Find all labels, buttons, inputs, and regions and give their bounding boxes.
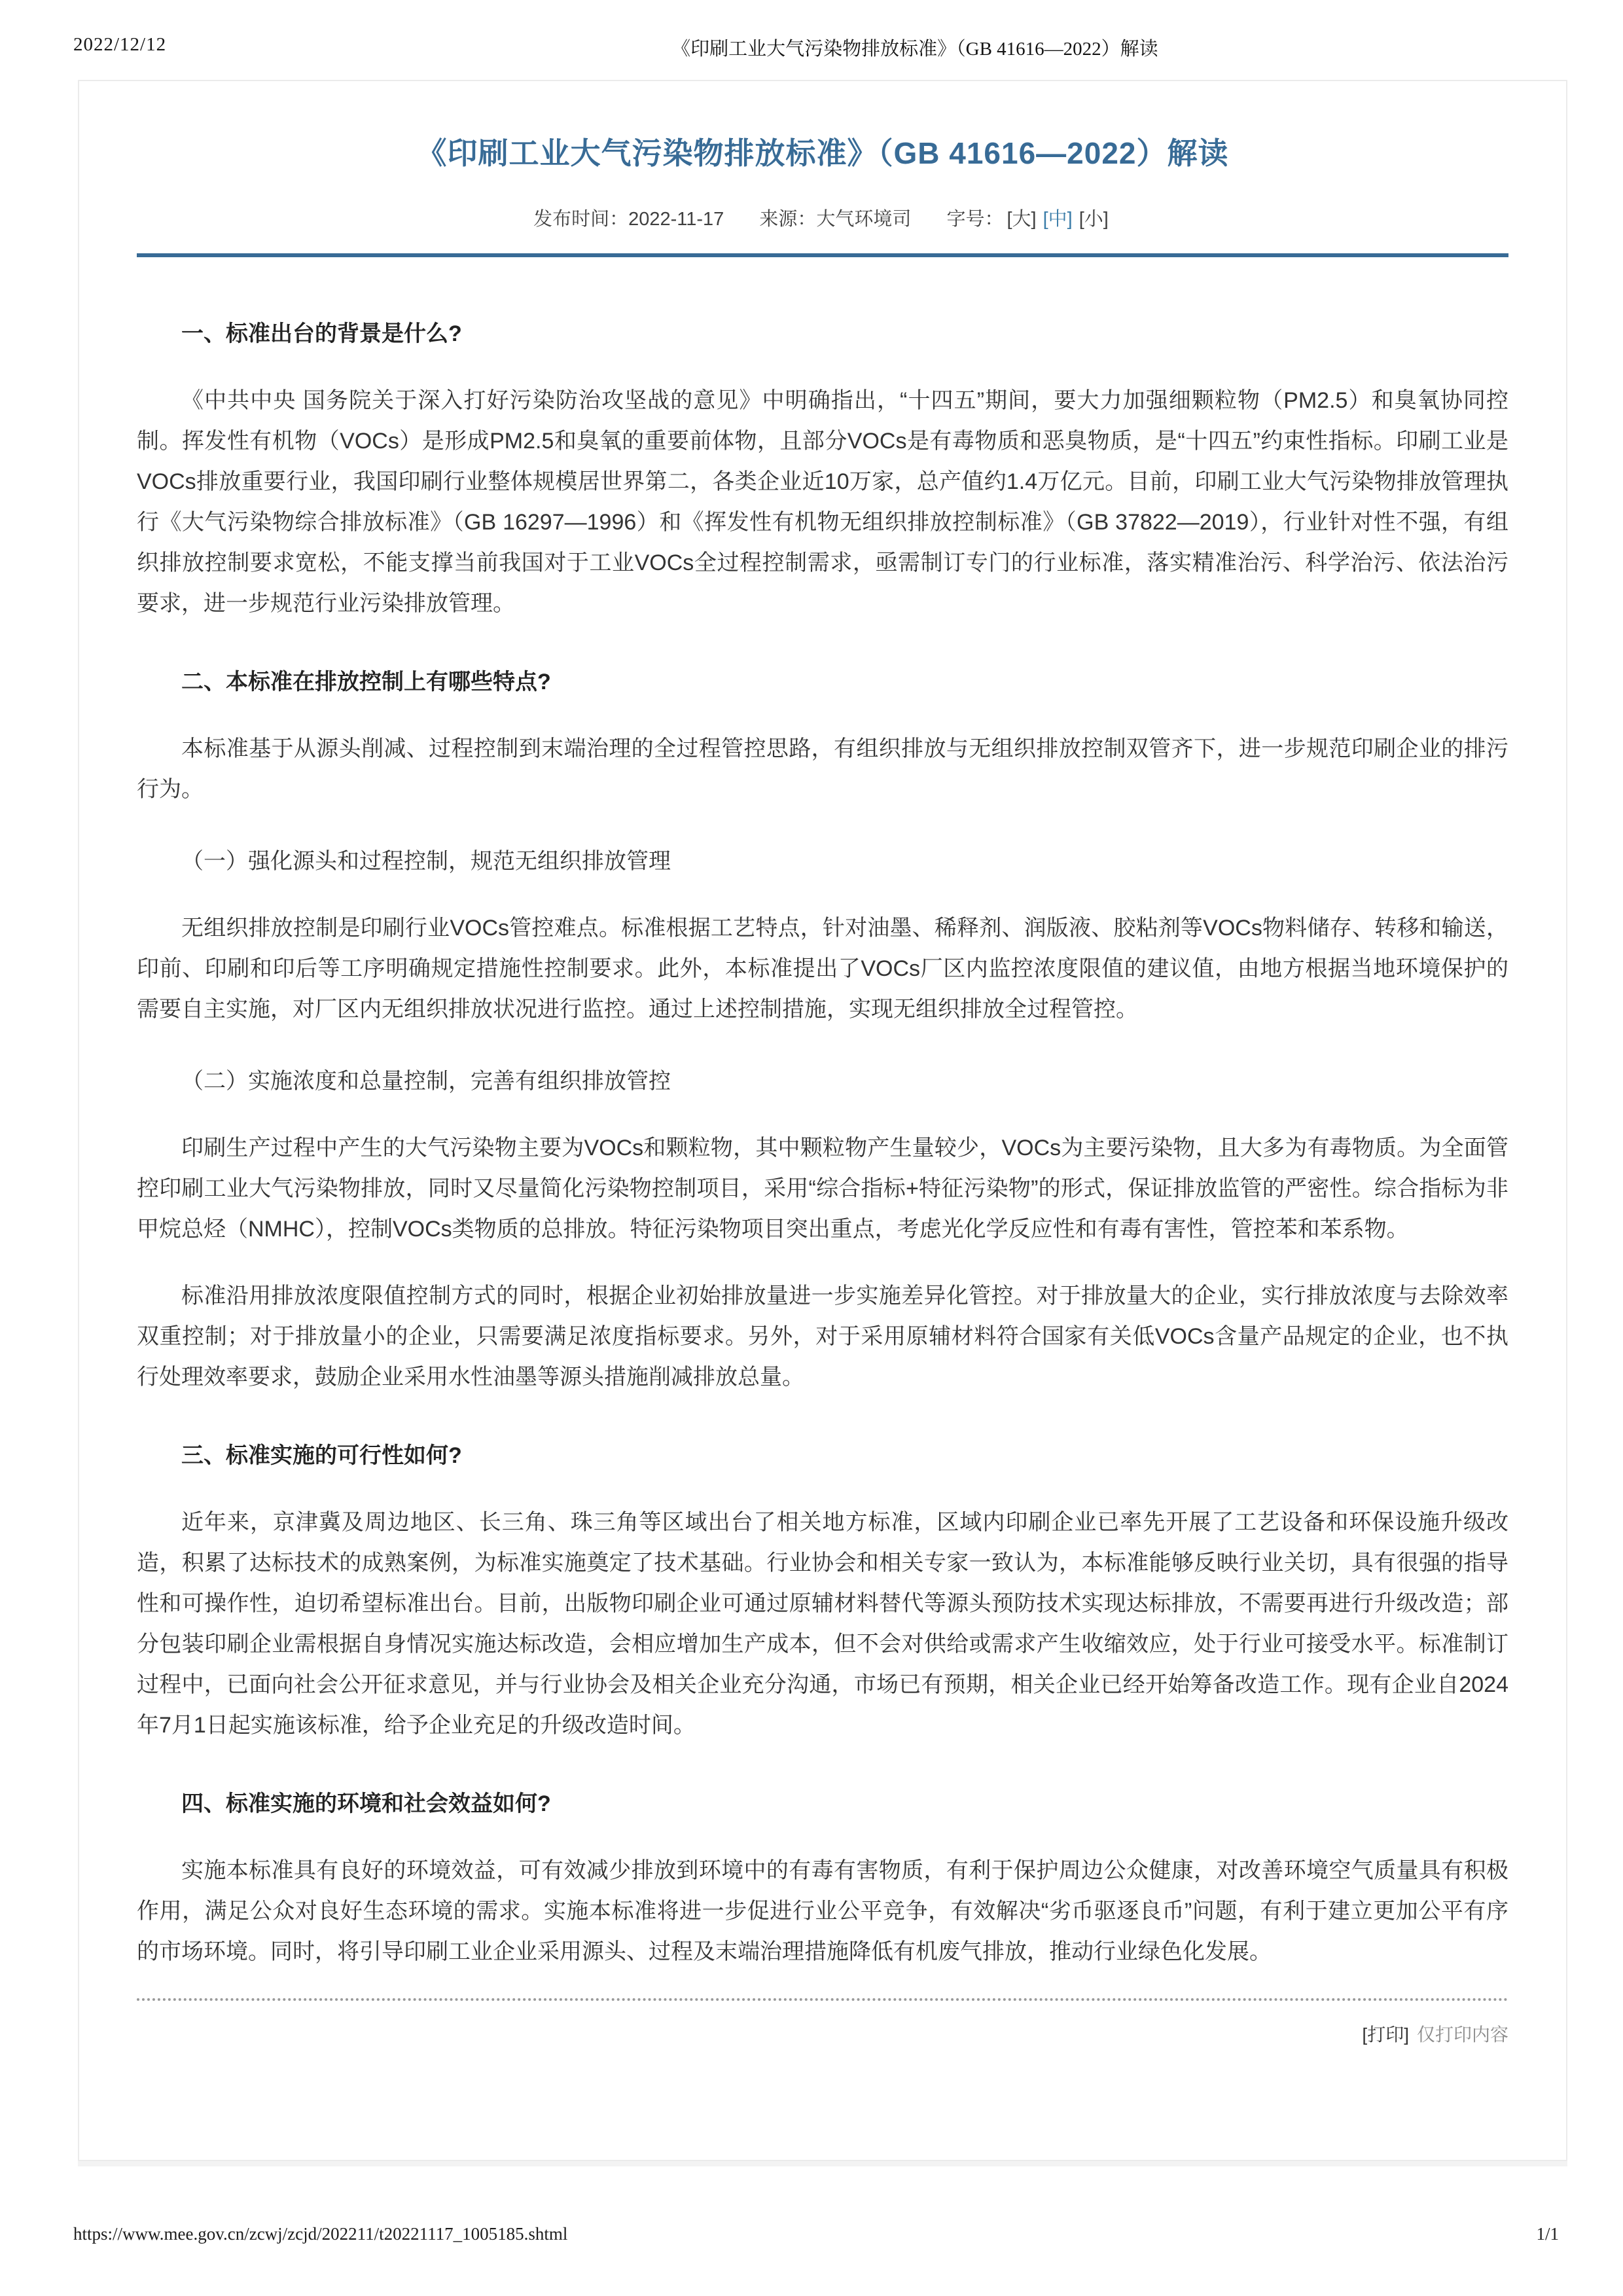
section-heading: （二）实施浓度和总量控制，完善有组织排放管控 — [181, 1069, 671, 1094]
paragraph: 无组织排放控制是印刷行业VOCs管控难点。标准根据工艺特点，针对油墨、稀释剂、润版液、胶粘剂等VOCs物料储存、转移和输送，印前、印刷和印后等工序明确规定措施性控制要求。此外，本标准提出了VOCs厂区内监控浓度限值的建议值，由地方根据当地环境保护的需要自主实施，对厂区内无组织排放状况进行监控。通过上述控制措施，实现无组织排放全过程管控。 — [137, 916, 1508, 1022]
page-title: 《印刷工业大气污染物排放标准》（GB 41616—2022）解读 — [416, 136, 1229, 170]
font-size-label: 字号： — [946, 209, 1004, 230]
print-footer — [73, 2224, 1559, 2244]
print-header-date: 2022/12/12 — [73, 34, 167, 55]
article-card — [78, 80, 1567, 2161]
font-size-small-button[interactable]: [小] — [1079, 209, 1109, 230]
print-footer-page-number: 1/1 — [1536, 2224, 1559, 2244]
print-note: 仅打印内容 — [1416, 2024, 1508, 2045]
source-label: 来源： — [759, 209, 817, 230]
article-meta — [137, 204, 1508, 231]
source — [759, 209, 911, 230]
dotted-divider — [137, 1998, 1508, 2001]
paragraph: 实施本标准具有良好的环境效益，可有效减少排放到环境中的有毒有害物质，有利于保护周边公众健康，对改善环境空气质量具有积极作用，满足公众对良好生态环境的需求。实施本标准将进一步促进行业公平竞争，有效解决“劣币驱逐良币”问题，有利于建立更加公平有序的市场环境。同时，将引导印刷工业企业采用源头、过程及末端治理措施降低有机废气排放，推动行业绿色化发展。 — [137, 1858, 1508, 1964]
paragraph: 本标准基于从源头削减、过程控制到末端治理的全过程管控思路，有组织排放与无组织排放控制双管齐下，进一步规范印刷企业的排污行为。 — [137, 736, 1508, 802]
font-size-medium-button[interactable]: [中] — [1043, 209, 1073, 230]
section-heading: （一）强化源头和过程控制，规范无组织排放管理 — [181, 849, 671, 874]
article-body — [137, 314, 1508, 1972]
publish-time-label: 发布时间： — [533, 209, 629, 230]
paragraph: 近年来，京津冀及周边地区、长三角、珠三角等区域出台了相关地方标准，区域内印刷企业已率先开展了工艺设备和环保设施升级改造，积累了达标技术的成熟案例，为标准实施奠定了技术基础。行业协会和相关专家一致认为，本标准能够反映行业关切，具有很强的指导性和可操作性，迫切希望标准出台。目前，出版物印刷企业可通过原辅材料替代等源头预防技术实现达标排放，不需要再进行升级改造；部分包装印刷企业需根据自身情况实施达标改造，会相应增加生产成本，但不会对供给或需求产生收缩效应，处于行业可接受水平。标准制订过程中，已面向社会公开征求意见，并与行业协会及相关企业充分沟通，市场已有预期，相关企业已经开始筹备改造工作。现有企业自2024年7月1日起实施该标准，给予企业充足的升级改造时间。 — [137, 1510, 1508, 1738]
paragraph: 《中共中央 国务院关于深入打好污染防治攻坚战的意见》中明确指出，“十四五”期间，要大力加强细颗粒物（PM2.5）和臭氧协同控制。挥发性有机物（VOCs）是形成PM2.5和臭氧的重要前体物，且部分VOCs是有毒物质和恶臭物质，是“十四五”约束性指标。印刷工业是VOCs排放重要行业，我国印刷行业整体规模居世界第二，各类企业近10万家，总产值约1.4万亿元。目前，印刷工业大气污染物排放管理执行《大气污染物综合排放标准》（GB 16297—1996）和《挥发性有机物无组织排放控制标准》（GB 37822—2019），行业针对性不强，有组织排放控制要求宽松，不能支撑当前我国对于工业VOCs全过程控制需求，亟需制订专门的行业标准，落实精准治污、科学治污、依法治污要求，进一步规范行业污染排放管理。 — [137, 388, 1508, 616]
title-divider — [137, 253, 1508, 257]
print-row — [137, 2020, 1508, 2047]
section-heading: 二、本标准在排放控制上有哪些特点? — [181, 670, 551, 694]
paragraph: 标准沿用排放浓度限值控制方式的同时，根据企业初始排放量进一步实施差异化管控。对于排放量大的企业，实行排放浓度与去除效率双重控制；对于排放量小的企业，只需要满足浓度指标要求。另外，对于采用原辅材料符合国家有关低VOCs含量产品规定的企业，也不执行处理效率要求，鼓励企业采用水性油墨等源头措施削减排放总量。 — [137, 1283, 1508, 1390]
font-size-large-button[interactable]: [大] — [1007, 209, 1037, 230]
print-footer-url: https://www.mee.gov.cn/zcwj/zcjd/202211/t20221117_1005185.shtml — [73, 2224, 568, 2244]
paragraph: 印刷生产过程中产生的大气污染物主要为VOCs和颗粒物，其中颗粒物产生量较少，VOCs为主要污染物，且大多为有毒物质。为全面管控印刷工业大气污染物排放，同时又尽量简化污染物控制项目，采用“综合指标+特征污染物”的形式，保证排放监管的严密性。综合指标为非甲烷总烃（NMHC），控制VOCs类物质的总排放。特征污染物项目突出重点，考虑光化学反应性和有毒有害性，管控苯和苯系物。 — [137, 1136, 1508, 1242]
section-heading: 三、标准实施的可行性如何? — [181, 1443, 462, 1468]
font-size-control — [946, 209, 1111, 230]
print-header — [73, 34, 1550, 63]
section-heading: 一、标准出台的背景是什么? — [181, 321, 462, 346]
print-link[interactable]: [打印] — [1362, 2024, 1409, 2045]
publish-time — [533, 209, 724, 230]
publish-time-value: 2022-11-17 — [628, 209, 724, 230]
section-heading: 四、标准实施的环境和社会效益如何? — [181, 1791, 551, 1816]
source-value: 大气环境司 — [816, 209, 912, 230]
print-header-title: 《印刷工业大气污染物排放标准》（GB 41616—2022）解读 — [671, 39, 1158, 60]
